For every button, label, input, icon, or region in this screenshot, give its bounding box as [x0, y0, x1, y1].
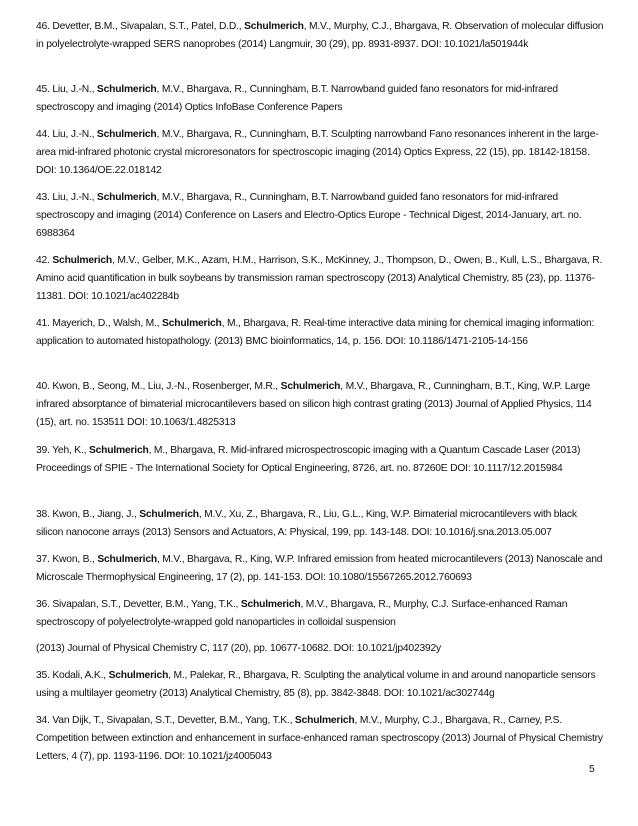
reference-38 — [36, 506, 606, 542]
reference-36 — [36, 596, 606, 632]
reference-40 — [36, 378, 606, 432]
reference-37 — [36, 551, 606, 587]
reference-number: 34. — [36, 715, 50, 726]
highlighted-author: Schulmerich — [162, 318, 222, 329]
reference-45 — [36, 81, 606, 117]
reference-authors-before: Yeh, K., — [52, 445, 87, 456]
reference-46 — [36, 18, 606, 54]
highlighted-author: Schulmerich — [52, 255, 112, 266]
reference-details: , M., Bhargava, R. Mid-infrared microspectroscopic imaging with a Quantum Cascade Laser (2013) Proceedings of SPIE - The International Society for Optical Engineering, 8726, art. no. 87260E DOI: 10.1117/12.2015984 — [36, 445, 581, 474]
reference-number: 39. — [36, 445, 50, 456]
reference-details: , M., Palekar, R., Bhargava, R. Sculpting the analytical volume in and around nanoparticle sensors using a multilayer geometry (2013) Analytical Chemistry, 85 (8), pp. 3842-3848. DOI: 10.1021/ac302744g — [36, 670, 596, 699]
reference-44 — [36, 126, 606, 180]
reference-details: , M.V., Bhargava, R., Cunningham, B.T., King, W.P. Large infrared absorptance of bimaterial microcantilevers based on silicon high contrast grating (2013) Journal of Applied Physics, 114 (15), art. no. 153511 DOI: 10.1063/1.4825313 — [36, 381, 592, 428]
reference-authors-before: Kwon, B., Seong, M., Liu, J.-N., Rosenberger, M.R., — [52, 381, 278, 392]
reference-details: , M.V., Bhargava, R., King, W.P. Infrared emission from heated microcantilevers (2013) Nanoscale and Microscale Thermophysical Engineering, 17 (2), pp. 141-153. DOI: 10.1080/15567265.2012.760693 — [36, 554, 603, 583]
reference-number: 46. — [36, 21, 50, 32]
highlighted-author: Schulmerich — [108, 670, 169, 681]
highlighted-author: Schulmerich — [88, 445, 149, 456]
reference-number: 35. — [36, 670, 50, 681]
reference-number: 40. — [36, 381, 50, 392]
highlighted-author: Schulmerich — [240, 599, 301, 610]
reference-number: 43. — [36, 192, 50, 203]
reference-authors-before: Devetter, B.M., Sivapalan, S.T., Patel, D.D., — [52, 21, 242, 32]
reference-authors-before: Liu, J.-N., — [52, 129, 95, 140]
reference-number: 37. — [36, 554, 50, 565]
reference-authors-before: Kwon, B., — [52, 554, 95, 565]
reference-details: , M.V., Murphy, C.J., Bhargava, R. Observation of molecular diffusion in polyelectrolyte-wrapped SERS nanoprobes (2014) Langmuir, 30 (29), pp. 8931-8937. DOI: 10.1021/la501944k — [36, 21, 604, 50]
reference-authors-before: Kodali, A.K., — [52, 670, 106, 681]
reference-number: 44. — [36, 129, 50, 140]
reference-details: , M.V., Bhargava, R., Cunningham, B.T. Sculpting narrowband Fano resonances inherent in the large-area mid-infrared photonic crystal microresonators for spectroscopic imaging (2014) Optics Express, 22 (15), pp. 18142-18158. DOI: 10.1364/OE.22.018142 — [36, 129, 599, 176]
reference-36-continuation — [36, 640, 606, 658]
reference-details: , M.V., Bhargava, R., Murphy, C.J. Surface-enhanced Raman spectroscopy of polyelectrolyte-wrapped gold nanoparticles in colloidal suspension — [36, 599, 568, 628]
reference-authors-before: Sivapalan, S.T., Devetter, B.M., Yang, T.K., — [52, 599, 239, 610]
reference-42 — [36, 252, 606, 306]
reference-number: 38. — [36, 509, 50, 520]
reference-41 — [36, 315, 606, 351]
highlighted-author: Schulmerich — [96, 84, 157, 95]
reference-43 — [36, 189, 606, 243]
reference-details: , M.V., Bhargava, R., Cunningham, B.T. Narrowband guided fano resonators for mid-infrared spectroscopy and imaging (2014) Optics InfoBase Conference Papers — [36, 84, 558, 113]
reference-details: , M.V., Gelber, M.K., Azam, H.M., Harrison, S.K., McKinney, J., Thompson, D., Owen, B., Kull, L.S., Bhargava, R. Amino acid quantification in bulk soybeans by transmission raman spectroscopy (2013) Analytical Chemistry, 85 (23), pp. 11376-11381. DOI: 10.1021/ac402284b — [36, 255, 603, 302]
highlighted-author: Schulmerich — [96, 129, 157, 140]
reference-details: , M.V., Bhargava, R., Cunningham, B.T. Narrowband guided fano resonators for mid-infrared spectroscopy and imaging (2014) Conference on Lasers and Electro-Optics Europe - Technical Digest, 2014-January, art. no. 6988364 — [36, 192, 582, 239]
reference-authors-before: Kwon, B., Jiang, J., — [52, 509, 137, 520]
reference-details: , M.V., Xu, Z., Bhargava, R., Liu, G.L., King, W.P. Bimaterial microcantilevers with black silicon nanocone arrays (2013) Sensors and Actuators, A: Physical, 199, pp. 143-148. DOI: 10.1016/j.sna.2013.05.007 — [36, 509, 577, 538]
reference-34 — [36, 712, 606, 766]
reference-authors-before: Van Dijk, T., Sivapalan, S.T., Devetter, B.M., Yang, T.K., — [52, 715, 293, 726]
highlighted-author: Schulmerich — [139, 509, 199, 520]
highlighted-author: Schulmerich — [97, 554, 157, 565]
reference-authors-before: Liu, J.-N., — [52, 192, 95, 203]
reference-authors-before: Liu, J.-N., — [52, 84, 95, 95]
highlighted-author: Schulmerich — [294, 715, 355, 726]
reference-number: 42. — [36, 255, 50, 266]
reference-number: 45. — [36, 84, 50, 95]
reference-number: 41. — [36, 318, 50, 329]
reference-authors-before: Mayerich, D., Walsh, M., — [52, 318, 160, 329]
highlighted-author: Schulmerich — [96, 192, 157, 203]
reference-35 — [36, 667, 606, 703]
highlighted-author: Schulmerich — [244, 21, 304, 32]
page-number: 5 — [589, 764, 595, 775]
reference-details: , M.V., Murphy, C.J., Bhargava, R., Carney, P.S. Competition between extinction and enhancement in surface-enhanced raman spectroscopy (2013) Journal of Physical Chemistry Letters, 4 (7), pp. 1193-1196. DOI: 10.1021/jz4005043 — [36, 715, 603, 762]
reference-number: 36. — [36, 599, 50, 610]
reference-39 — [36, 442, 606, 478]
reference-details: , M., Bhargava, R. Real-time interactive data mining for chemical imaging information: application to automated histopathology. (2013) BMC bioinformatics, 14, p. 156. DOI: 10.1186/1471-2105-14-156 — [36, 318, 595, 347]
highlighted-author: Schulmerich — [280, 381, 341, 392]
reference-details: (2013) Journal of Physical Chemistry C, 117 (20), pp. 10677-10682. DOI: 10.1021/jp402392y — [36, 643, 442, 654]
